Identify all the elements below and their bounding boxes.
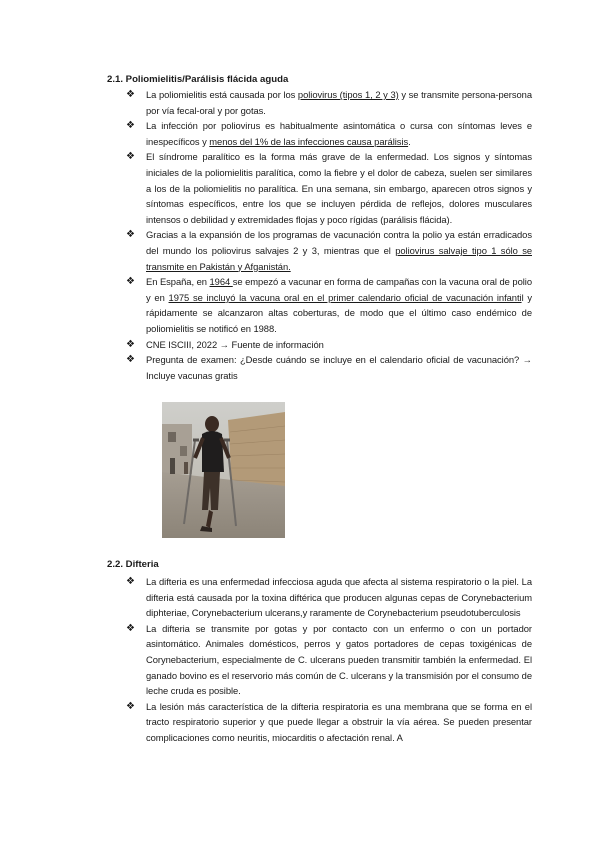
bullet-diamond-icon: ❖ — [126, 120, 135, 132]
underlined-text: poliovirus (tipos 1, 2 y 3) — [297, 89, 399, 100]
section-heading-difteria: 2.2. Difteria — [107, 559, 159, 570]
list-item: ❖ La difteria se transmite por gotas y por contacto con un enfermo o con un portador asintomático. Animales domésticos, perros y gatos portadores de cepas toxigénicas de Corynebacterium, especialmente de C. ulcerans pueden transmitir también la enfermedad. El ganado bovino es el reservorio más común de C. ulcerans y la transmisión por el consumo de leche cruda es posible. — [126, 622, 532, 697]
bullet-diamond-icon: ❖ — [126, 276, 135, 288]
underlined-text: 1964 — [209, 276, 233, 288]
bullet-diamond-icon: ❖ — [126, 700, 135, 712]
underlined-text: 1975 se incluyó la vacuna oral en el primer calendario oficial de vacunación infanti — [168, 291, 522, 303]
section-heading-polio: 2.1. Poliomielitis/Parálisis flácida aguda — [107, 74, 289, 85]
difteria-bullet-list — [126, 574, 532, 746]
underlined-text: menos del 1% de las infecciones causa parálisis — [209, 135, 409, 147]
list-item: ❖ La lesión más característica de la difteria respiratoria es una membrana que se forma en el tracto respiratorio superior y que puede llegar a obstruir la vía aérea. Se pueden presentar complicaciones como neuritis, miocarditis o afectación renal. A — [126, 700, 532, 743]
underlined-text: poliovirus salvaje tipo 1 sólo se transmite en Pakistán y Afganistán. — [146, 244, 532, 272]
bullet-diamond-icon: ❖ — [126, 151, 135, 163]
bullet-diamond-icon: ❖ — [126, 622, 135, 634]
list-item: ❖ La poliomielitis está causada por los poliovirus (tipos 1, 2 y 3) y se transmite persona-persona por vía fecal-oral y por gotas. — [126, 89, 532, 116]
list-item: ❖ CNE ISCIII, 2022 → Fuente de información — [126, 337, 532, 353]
list-item: ❖ Gracias a la expansión de los programas de vacunación contra la polio ya están erradicados del mundo los poliovirus salvajes 2 y 3, mientras que el poliovirus salvaje tipo 1 sólo se transmite en Pakistán y Afganistán. — [126, 229, 532, 272]
list-item: ❖ Pregunta de examen: ¿Desde cuándo se incluye en el calendario oficial de vacunación? → Incluye vacunas gratis — [126, 354, 532, 381]
list-item: ❖ La infección por poliovirus es habitualmente asintomática o cursa con síntomas leves e inespecíficos y menos del 1% de las infecciones causa parálisis. — [126, 120, 532, 147]
polio-bullet-list — [126, 87, 532, 383]
bullet-diamond-icon: ❖ — [126, 89, 135, 100]
bullet-diamond-icon: ❖ — [126, 338, 135, 350]
bullet-diamond-icon: ❖ — [126, 354, 135, 366]
list-item: ❖ La difteria es una enfermedad infecciosa aguda que afecta al sistema respiratorio o la piel. La difteria está causada por la toxina diftérica que producen algunas cepas de Corynebacterium diphteriae, Corynebacterium ulcerans,y raramente de Corynebacterium pseudotuberculosis — [126, 576, 532, 619]
bullet-diamond-icon: ❖ — [126, 229, 135, 241]
list-item: ❖ En España, en 1964 se empezó a vacunar en forma de campañas con la vacuna oral de polio y en 1975 se incluyó la vacuna oral en el primer calendario oficial de vacunación infantil y rápidamente se alcanzaron altas coberturas, de modo que el último caso endémico de poliomielitis se notificó en 1988. — [126, 276, 533, 334]
polio-child-photo — [162, 402, 285, 538]
list-item: ❖ El síndrome paralítico es la forma más grave de la enfermedad. Los signos y síntomas iniciales de la poliomielitis paralítica, como la fiebre y el dolor de cabeza, suelen ser similares a los de la poliomielitis no paralítica. En una semana, sin embargo, aparecen otros signos y síntomas específicos, entre los que se incluyen pérdida de reflejos, dolores musculares intensos o debilidad y extremidades flojas y poco rígidas (parálisis flácida). — [126, 151, 532, 225]
bullet-diamond-icon: ❖ — [126, 576, 135, 587]
